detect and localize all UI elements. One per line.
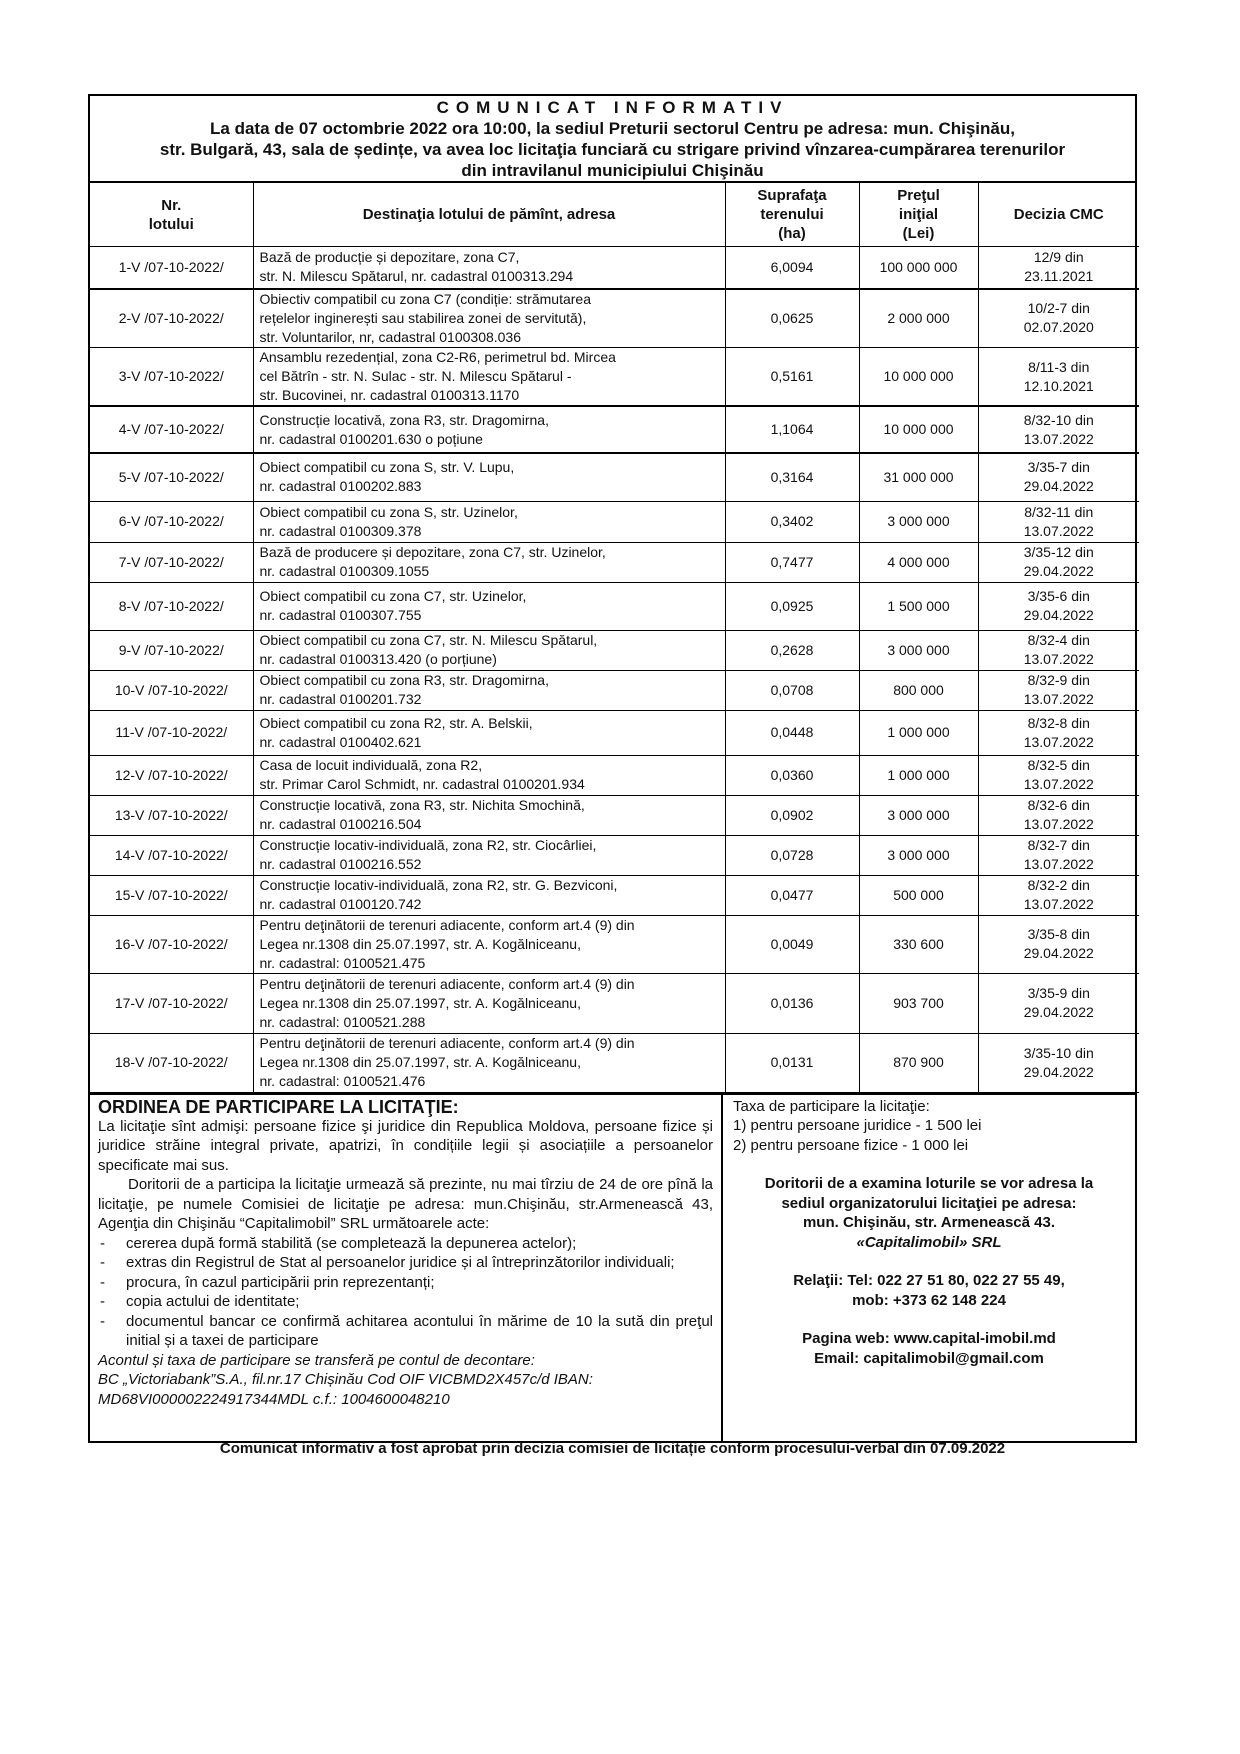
decision-cell: 3/35-9 din 29.04.2022 xyxy=(978,973,1139,1033)
lot-number-cell: 12-V /07-10-2022/ xyxy=(90,755,253,795)
table-header-row xyxy=(90,183,1139,247)
table-row xyxy=(90,835,1139,875)
lot-number-cell: 13-V /07-10-2022/ xyxy=(90,795,253,835)
area-cell: 0,0708 xyxy=(725,670,859,710)
bank-details: Acontul și taxa de participare se transferă pe contul de decontare: BC „Victoriabank”S.A., fil.nr.17 Chișinău Cod OIF VICBMD2X457c/d IBAN: MD68VI000002224917344MDL c.f.: 1004600048210 xyxy=(98,1351,593,1408)
price-cell: 800 000 xyxy=(859,670,978,710)
destination-cell: Construcție locativă, zona R3, str. Dragomirna, nr. cadastral 0100201.630 o poțiune xyxy=(253,406,725,453)
table-row xyxy=(90,755,1139,795)
lot-number-cell: 5-V /07-10-2022/ xyxy=(90,453,253,501)
area-cell: 1,1064 xyxy=(725,406,859,453)
decision-cell: 8/32-10 din 13.07.2022 xyxy=(978,406,1139,453)
table-row xyxy=(90,670,1139,710)
destination-cell: Construcție locativă, zona R3, str. Nichita Smochină, nr. cadastral 0100216.504 xyxy=(253,795,725,835)
area-cell: 0,0136 xyxy=(725,973,859,1033)
price-cell: 10 000 000 xyxy=(859,348,978,407)
list-item: - cererea după formă stabilită (se completează la depunerea actelor); xyxy=(100,1234,577,1252)
lot-number-cell: 18-V /07-10-2022/ xyxy=(90,1033,253,1092)
area-cell: 0,0477 xyxy=(725,875,859,915)
table-row xyxy=(90,453,1139,501)
decision-cell: 3/35-8 din 29.04.2022 xyxy=(978,915,1139,973)
area-cell: 0,0131 xyxy=(725,1033,859,1092)
area-cell: 0,0925 xyxy=(725,582,859,630)
announcement-document xyxy=(88,94,1137,1443)
destination-cell: Obiect compatibil cu zona R3, str. Dragomirna, nr. cadastral 0100201.732 xyxy=(253,670,725,710)
decision-cell: 3/35-10 din 29.04.2022 xyxy=(978,1033,1139,1092)
area-cell: 0,0448 xyxy=(725,710,859,755)
area-cell: 0,3164 xyxy=(725,453,859,501)
price-cell: 3 000 000 xyxy=(859,795,978,835)
destination-cell: Construcție locativ-individuală, zona R2, str. G. Bezviconi, nr. cadastral 0100120.742 xyxy=(253,875,725,915)
lot-number-cell: 11-V /07-10-2022/ xyxy=(90,710,253,755)
email-link[interactable]: Email: capitalimobil@gmail.com xyxy=(814,1349,1044,1367)
area-cell: 0,2628 xyxy=(725,630,859,670)
price-cell: 330 600 xyxy=(859,915,978,973)
destination-cell: Obiect compatibil cu zona C7, str. N. Milescu Spătarul, nr. cadastral 0100313.420 (o porțiune) xyxy=(253,630,725,670)
decision-cell: 8/32-6 din 13.07.2022 xyxy=(978,795,1139,835)
price-cell: 31 000 000 xyxy=(859,453,978,501)
required-documents-list xyxy=(98,1234,713,1351)
decision-cell: 12/9 din 23.11.2021 xyxy=(978,247,1139,289)
decision-cell: 8/32-4 din 13.07.2022 xyxy=(978,630,1139,670)
area-cell: 0,0625 xyxy=(725,289,859,348)
table-row xyxy=(90,1033,1139,1092)
decision-cell: 3/35-12 din 29.04.2022 xyxy=(978,542,1139,582)
price-cell: 1 000 000 xyxy=(859,710,978,755)
company-name: «Capitalimobil» SRL xyxy=(856,1233,1002,1251)
destination-cell: Construcție locativ-individuală, zona R2, str. Ciocârliei, nr. cadastral 0100216.552 xyxy=(253,835,725,875)
contact-info xyxy=(723,1095,1135,1441)
fees-title: Taxa de participare la licitaţie: xyxy=(733,1097,930,1115)
fee-item: 2) pentru persoane fizice - 1 000 lei xyxy=(733,1136,969,1154)
destination-cell: Pentru deţinătorii de terenuri adiacente, conform art.4 (9) din Legea nr.1308 din 25.07.1997, str. A. Kogălniceanu, nr. cadastral: 0100521.288 xyxy=(253,973,725,1033)
header-line: La data de 07 octombrie 2022 ora 10:00, la sediul Preturii sectorul Centru pe adresa: mun. Chişinău, xyxy=(210,119,1015,138)
table-row xyxy=(90,247,1139,289)
area-cell: 0,7477 xyxy=(725,542,859,582)
lots-table-body xyxy=(90,247,1139,1093)
website-link[interactable]: Pagina web: www.capital-imobil.md xyxy=(802,1330,1056,1347)
price-cell: 100 000 000 xyxy=(859,247,978,289)
lots-table xyxy=(90,183,1139,1093)
area-cell: 6,0094 xyxy=(725,247,859,289)
destination-cell: Bază de producție și depozitare, zona C7, str. N. Milescu Spătarul, nr. cadastral 0100313.294 xyxy=(253,247,725,289)
lot-number-cell: 4-V /07-10-2022/ xyxy=(90,406,253,453)
area-cell: 0,5161 xyxy=(725,348,859,407)
price-cell: 1 000 000 xyxy=(859,755,978,795)
destination-cell: Obiectiv compatibil cu zona C7 (condiție: strămutarea rețelelor inginerești sau stabilirea zonei de servitută), str. Voluntarilor, nr, cadastral 0100308.036 xyxy=(253,289,725,348)
table-row xyxy=(90,795,1139,835)
participation-intro: La licitaţie sînt admişi: persoane fizice şi juridice din Republica Moldova, persoane fizice și juridice străine integral private, apatrizi, în condițiile legii și asociațiile a persoanelor specificate mai sus. xyxy=(98,1117,713,1174)
table-row xyxy=(90,501,1139,542)
list-item: - extras din Registrul de Stat al persoanelor juridice și al întreprinzătorilor individuali; xyxy=(100,1254,675,1271)
table-row xyxy=(90,915,1139,973)
lot-number-cell: 3-V /07-10-2022/ xyxy=(90,348,253,407)
column-header-decision: Decizia CMC xyxy=(978,183,1139,247)
header-line: din intravilanul municipiului Chişinău xyxy=(461,161,764,180)
participation-heading: ORDINEA DE PARTICIPARE LA LICITAŢIE: xyxy=(98,1096,459,1117)
table-row xyxy=(90,406,1139,453)
area-cell: 0,0728 xyxy=(725,835,859,875)
lot-number-cell: 9-V /07-10-2022/ xyxy=(90,630,253,670)
lot-number-cell: 15-V /07-10-2022/ xyxy=(90,875,253,915)
decision-cell: 3/35-6 din 29.04.2022 xyxy=(978,582,1139,630)
column-header-price: Preţul iniţial (Lei) xyxy=(859,183,978,247)
price-cell: 1 500 000 xyxy=(859,582,978,630)
web-contacts xyxy=(733,1329,1125,1368)
approval-footer: Comunicat informativ a fost aprobat prin decizia comisiei de licitație conform procesului-verbal din 07.09.2022 xyxy=(219,1440,1006,1457)
lot-number-cell: 16-V /07-10-2022/ xyxy=(90,915,253,973)
table-row xyxy=(90,630,1139,670)
examine-info: Doritorii de a examina loturile se vor adresa la sediul organizatorului licitaţiei pe adresa: mun. Chişinău, str. Armenească 43. «Capitalimobil» SRL xyxy=(764,1175,1094,1251)
participation-fees xyxy=(733,1097,1125,1156)
decision-cell: 8/32-5 din 13.07.2022 xyxy=(978,755,1139,795)
column-header-area: Suprafaţa terenului (ha) xyxy=(725,183,859,247)
fee-item: 1) pentru persoane juridice - 1 500 lei xyxy=(733,1117,982,1134)
list-item: - copia actului de identitate; xyxy=(100,1293,300,1310)
document-title: COMUNICAT INFORMATIV xyxy=(436,98,789,117)
decision-cell: 8/32-11 din 13.07.2022 xyxy=(978,501,1139,542)
decision-cell: 8/32-9 din 13.07.2022 xyxy=(978,670,1139,710)
price-cell: 870 900 xyxy=(859,1033,978,1092)
area-cell: 0,3402 xyxy=(725,501,859,542)
table-row xyxy=(90,875,1139,915)
lot-number-cell: 2-V /07-10-2022/ xyxy=(90,289,253,348)
lot-number-cell: 14-V /07-10-2022/ xyxy=(90,835,253,875)
decision-cell: 8/32-7 din 13.07.2022 xyxy=(978,835,1139,875)
price-cell: 3 000 000 xyxy=(859,630,978,670)
area-cell: 0,0049 xyxy=(725,915,859,973)
lot-number-cell: 8-V /07-10-2022/ xyxy=(90,582,253,630)
decision-cell: 8/32-8 din 13.07.2022 xyxy=(978,710,1139,755)
table-row xyxy=(90,710,1139,755)
decision-cell: 10/2-7 din 02.07.2020 xyxy=(978,289,1139,348)
destination-cell: Obiect compatibil cu zona S, str. Uzinelor, nr. cadastral 0100309.378 xyxy=(253,501,725,542)
bottom-section xyxy=(90,1093,1135,1441)
destination-cell: Obiect compatibil cu zona C7, str. Uzinelor, nr. cadastral 0100307.755 xyxy=(253,582,725,630)
destination-cell: Ansamblu rezedențial, zona C2-R6, perimetrul bd. Mircea cel Bătrîn - str. N. Sulac - str. N. Milescu Spătarul - str. Bucovinei, nr. cadastral 0100313.1170 xyxy=(253,348,725,407)
lot-number-cell: 6-V /07-10-2022/ xyxy=(90,501,253,542)
price-cell: 3 000 000 xyxy=(859,835,978,875)
table-row xyxy=(90,348,1139,407)
table-row xyxy=(90,973,1139,1033)
phone-contacts: Relaţii: Tel: 022 27 51 80, 022 27 55 49, mob: +373 62 148 224 xyxy=(793,1272,1065,1309)
destination-cell: Obiect compatibil cu zona R2, str. A. Belskii, nr. cadastral 0100402.621 xyxy=(253,710,725,755)
area-cell: 0,0360 xyxy=(725,755,859,795)
table-row xyxy=(90,582,1139,630)
header-line: str. Bulgară, 43, sala de ședințe, va avea loc licitaţia funciară cu strigare privind vînzarea-cumpărarea terenurilor xyxy=(159,140,1066,159)
lot-number-cell: 7-V /07-10-2022/ xyxy=(90,542,253,582)
price-cell: 3 000 000 xyxy=(859,501,978,542)
table-row xyxy=(90,289,1139,348)
price-cell: 903 700 xyxy=(859,973,978,1033)
decision-cell: 8/11-3 din 12.10.2021 xyxy=(978,348,1139,407)
price-cell: 2 000 000 xyxy=(859,289,978,348)
decision-cell: 8/32-2 din 13.07.2022 xyxy=(978,875,1139,915)
destination-cell: Pentru deţinătorii de terenuri adiacente, conform art.4 (9) din Legea nr.1308 din 25.07.1997, str. A. Kogălniceanu, nr. cadastral: 0100521.476 xyxy=(253,1033,725,1092)
lot-number-cell: 1-V /07-10-2022/ xyxy=(90,247,253,289)
list-item: - documentul bancar ce confirmă achitarea acontului în mărime de 10 la sută din preţul initial și a taxei de participare xyxy=(100,1312,713,1349)
list-item: - procura, în cazul participării prin reprezentanți; xyxy=(100,1273,435,1291)
column-header-lot-number: Nr. lotului xyxy=(90,183,253,247)
decision-cell: 3/35-7 din 29.04.2022 xyxy=(978,453,1139,501)
price-cell: 500 000 xyxy=(859,875,978,915)
destination-cell: Pentru deţinătorii de terenuri adiacente, conform art.4 (9) din Legea nr.1308 din 25.07.1997, str. A. Kogălniceanu, nr. cadastral: 0100521.475 xyxy=(253,915,725,973)
destination-cell: Bază de producere și depozitare, zona C7, str. Uzinelor, nr. cadastral 0100309.1055 xyxy=(253,542,725,582)
destination-cell: Casa de locuit individuală, zona R2, str. Primar Carol Schmidt, nr. cadastral 0100201.934 xyxy=(253,755,725,795)
area-cell: 0,0902 xyxy=(725,795,859,835)
lot-number-cell: 17-V /07-10-2022/ xyxy=(90,973,253,1033)
announcement-header xyxy=(90,96,1135,183)
table-row xyxy=(90,542,1139,582)
destination-cell: Obiect compatibil cu zona S, str. V. Lupu, nr. cadastral 0100202.883 xyxy=(253,453,725,501)
price-cell: 10 000 000 xyxy=(859,406,978,453)
participation-requirements: Doritorii de a participa la licitaţie urmează să prezinte, nu mai tîrziu de 24 de ore pînă la licitaţie, pe numele Comisiei de licitaţie pe adresa: mun.Chişinău, str.Armenească 43, Agenţia din Chişinău “Capitalimobil” SRL următoarele acte: xyxy=(98,1176,713,1232)
lot-number-cell: 10-V /07-10-2022/ xyxy=(90,670,253,710)
price-cell: 4 000 000 xyxy=(859,542,978,582)
column-header-destination: Destinaţia lotului de pămînt, adresa xyxy=(253,183,725,247)
participation-order xyxy=(90,1095,723,1441)
